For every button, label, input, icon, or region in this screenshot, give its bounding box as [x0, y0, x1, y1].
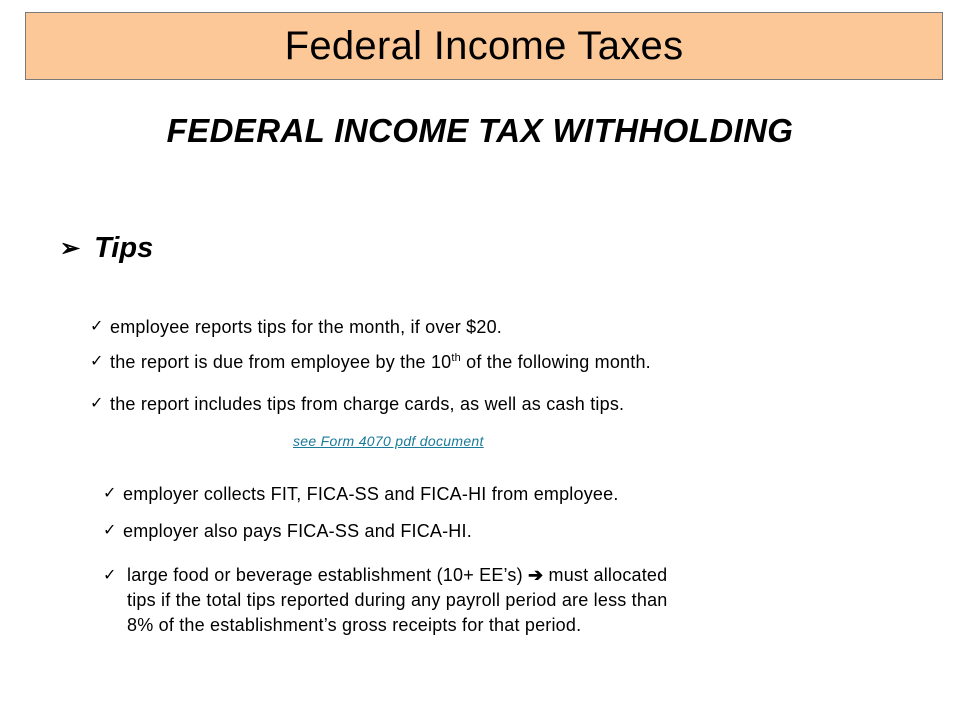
list-item — [90, 350, 651, 374]
list-item — [90, 315, 502, 339]
superscript-th: th — [451, 352, 461, 364]
list-item-text: large food or beverage establishment (10+ EE’s) ➔ must allocated tips if the total tips reported during any payroll period are less than 8% of the establishment’s gross receipts for that period. — [127, 565, 668, 635]
checkmark-icon: ✓ — [90, 353, 104, 370]
slide-title: Federal Income Taxes — [284, 23, 684, 68]
section-heading: FEDERAL INCOME TAX WITHHOLDING — [166, 112, 794, 149]
list-item — [103, 519, 472, 543]
list-item — [90, 392, 624, 416]
checkmark-icon: ✓ — [103, 567, 117, 584]
tips-bullet — [60, 232, 153, 265]
arrow-right-icon: ➔ — [528, 565, 544, 585]
list-item — [103, 482, 619, 506]
tips-label: Tips — [94, 232, 154, 264]
checkmark-icon: ✓ — [103, 522, 117, 539]
list-item-text: employer also pays FICA-SS and FICA-HI. — [123, 521, 472, 541]
checkmark-icon: ✓ — [90, 318, 104, 335]
list-item-text: the report includes tips from charge cards, as well as cash tips. — [110, 394, 625, 414]
list-item — [103, 563, 668, 638]
arrow-right-icon: ➢ — [60, 235, 81, 262]
list-item-text: employer collects FIT, FICA-SS and FICA-HI from employee. — [123, 484, 619, 504]
list-item-text: employee reports tips for the month, if over $20. — [110, 317, 502, 337]
form-4070-link[interactable]: see Form 4070 pdf document — [293, 433, 484, 449]
checkmark-icon: ✓ — [90, 395, 104, 412]
checkmark-icon: ✓ — [103, 485, 117, 502]
list-item-text: the report is due from employee by the 10th of the following month. — [110, 352, 651, 372]
title-banner — [25, 12, 943, 80]
